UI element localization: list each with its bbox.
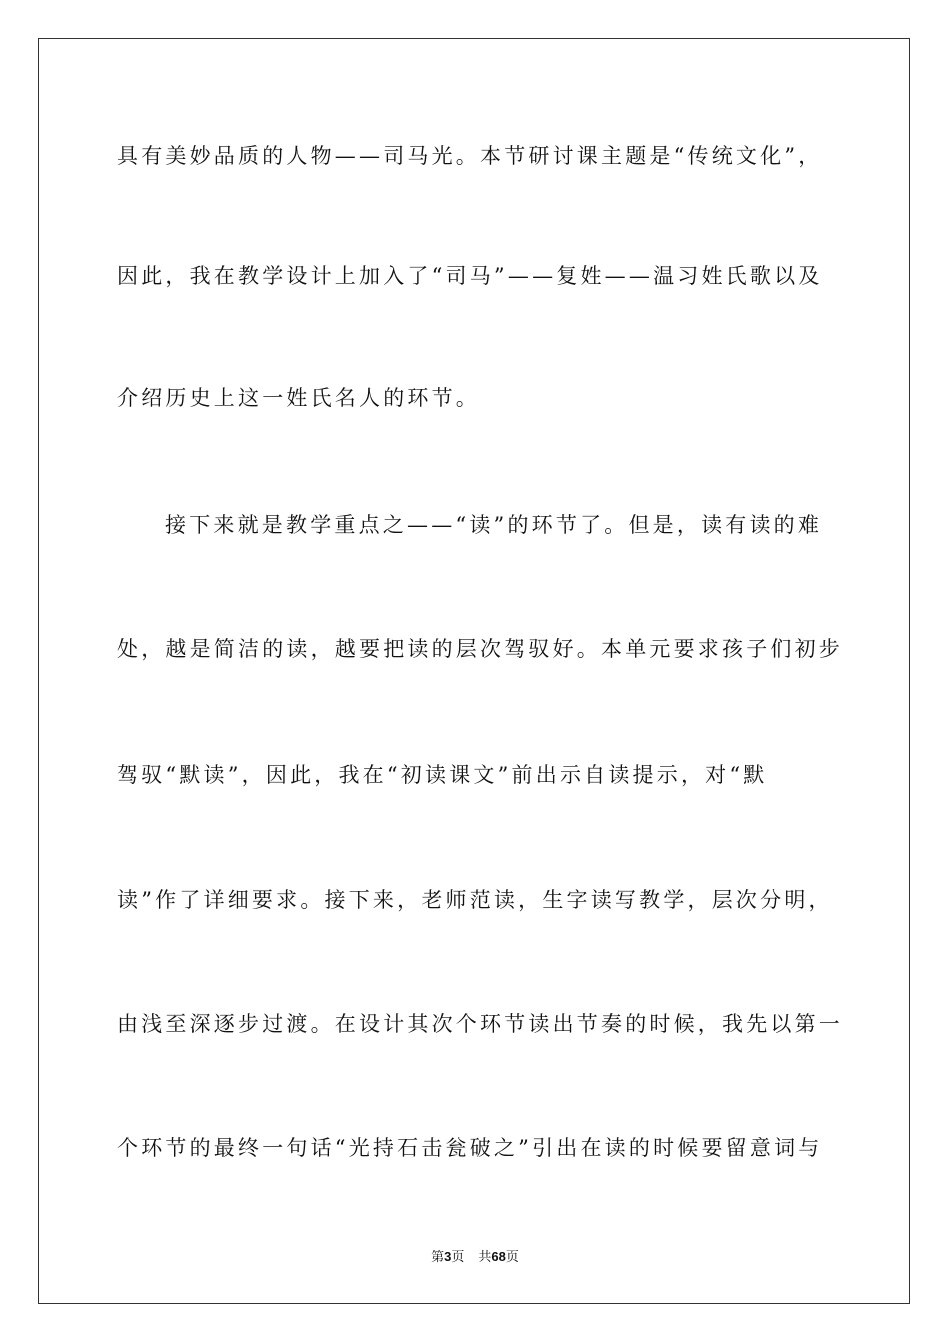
text-line-4-paragraph-start: 接下来就是教学重点之——“读”的环节了。但是，读有读的难: [165, 513, 823, 537]
text-line-6: 驾驭“默读”，因此，我在“初读课文”前出示自读提示，对“默: [117, 763, 768, 787]
page-unit: 页: [451, 1250, 465, 1265]
text-line-2: 因此，我在教学设计上加入了“司马”——复姓——温习姓氏歌以及: [117, 264, 823, 288]
page-total: 68: [491, 1249, 506, 1264]
page-prefix: 第: [431, 1250, 445, 1265]
text-line-5: 处，越是简洁的读，越要把读的层次驾驭好。本单元要求孩子们初步: [117, 637, 843, 661]
total-unit: 页: [505, 1250, 519, 1265]
total-prefix: 共: [478, 1250, 492, 1265]
text-line-3: 介绍历史上这一姓氏名人的环节。: [117, 386, 480, 410]
page-footer: [0, 1246, 950, 1265]
page-current: 3: [444, 1249, 452, 1264]
text-line-9: 个环节的最终一句话“光持石击瓮破之”引出在读的时候要留意词与: [117, 1136, 823, 1160]
text-line-8: 由浅至深逐步过渡。在设计其次个环节读出节奏的时候，我先以第一: [117, 1012, 843, 1036]
text-line-1: 具有美妙品质的人物——司马光。本节研讨课主题是“传统文化”，: [117, 144, 823, 168]
text-line-7: 读”作了详细要求。接下来，老师范读，生字读写教学，层次分明，: [117, 888, 833, 912]
page-border: [38, 38, 910, 1304]
